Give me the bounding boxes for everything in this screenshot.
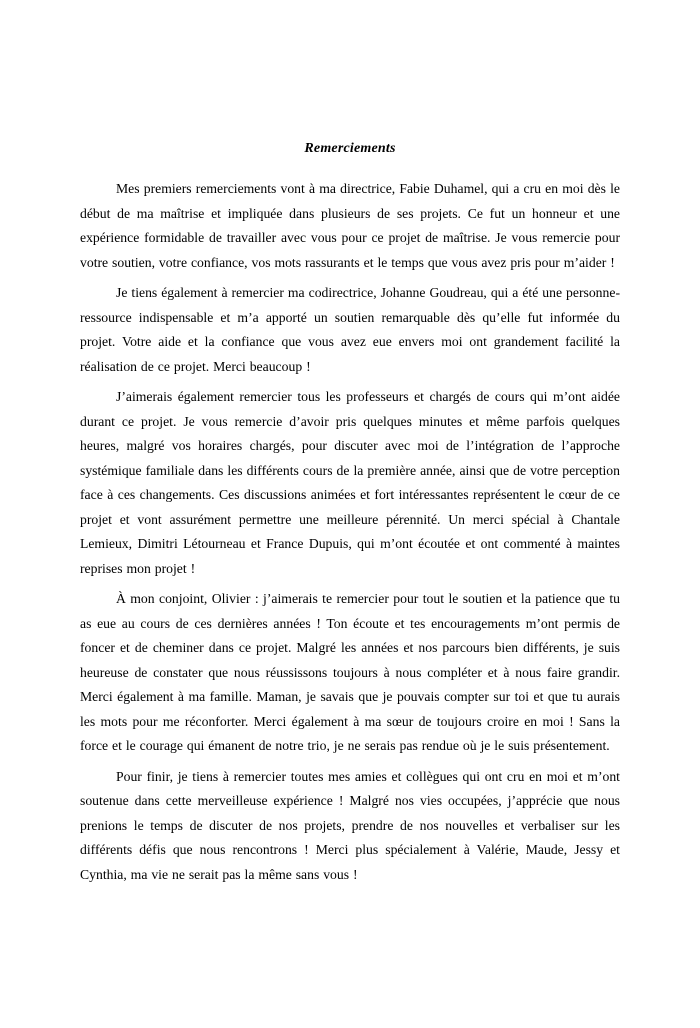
paragraph-acknowledgement-family: À mon conjoint, Olivier : j’aimerais te remercier pour tout le soutien et la patience que tu as eue au cours de ces dernières années ! Ton écoute et tes encouragements m’ont permis de foncer et de cheminer dans ce projet. Malgré les années et nos parcours bien différents, je suis heureuse de constater que nous réussissons toujours à nous compléter et à nous faire grandir. Merci également à ma famille. Maman, je savais que je pouvais compter sur toi et que tu aurais les mots pour me réconforter. Merci également à ma sœur de toujours croire en moi ! Sans la force et le courage qui émanent de notre trio, je ne serais pas rendue où je le suis présentement.: [80, 591, 620, 753]
paragraph-acknowledgement-codirector: Je tiens également à remercier ma codirectrice, Johanne Goudreau, qui a été une personne-ressource indispensable et m’a apporté un soutien remarquable dès qu’elle fut informée du projet. Votre aide et la confiance que vous avez eue envers moi ont grandement facilité la réalisation de ce projet. Merci beaucoup !: [80, 285, 620, 374]
paragraph-acknowledgement-friends: Pour finir, je tiens à remercier toutes mes amies et collègues qui ont cru en moi et m’ont soutenue dans cette merveilleuse expérience ! Malgré nos vies occupées, j’apprécie que nous prenions le temps de discuter de nos projets, prendre de nos nouvelles et verbaliser sur les différents défis que nous rencontrons ! Merci plus spécialement à Valérie, Maude, Jessy et Cynthia, ma vie ne serait pas la même sans vous !: [80, 768, 620, 882]
paragraph-acknowledgement-director: Mes premiers remerciements vont à ma directrice, Fabie Duhamel, qui a cru en moi dès le début de ma maîtrise et impliquée dans plusieurs de ses projets. Ce fut un honneur et une expérience formidable de travailler avec vous pour ce projet de maîtrise. Je vous remercie pour votre soutien, votre confiance, vos mots rassurants et le temps que vous avez pris pour m’aider !: [80, 181, 620, 270]
paragraph-acknowledgement-professors: J’aimerais également remercier tous les professeurs et chargés de cours qui m’ont aidée durant ce projet. Je vous remercie d’avoir pris quelques minutes et même parfois quelques heures, malgré vos horaires chargés, pour discuter avec moi de l’intégration de l’approche systémique familiale dans les différents cours de la première année, ainsi que de votre perception face à ces changements. Ces discussions animées et fort intéressantes représentent le cœur de ce projet et vont assurément permettre une meilleure pérennité. Un merci spécial à Chantale Lemieux, Dimitri Létourneau et France Dupuis, qui m’ont écoutée et ont commenté à maintes reprises mon projet !: [80, 389, 620, 576]
page-title: Remerciements: [304, 141, 396, 156]
